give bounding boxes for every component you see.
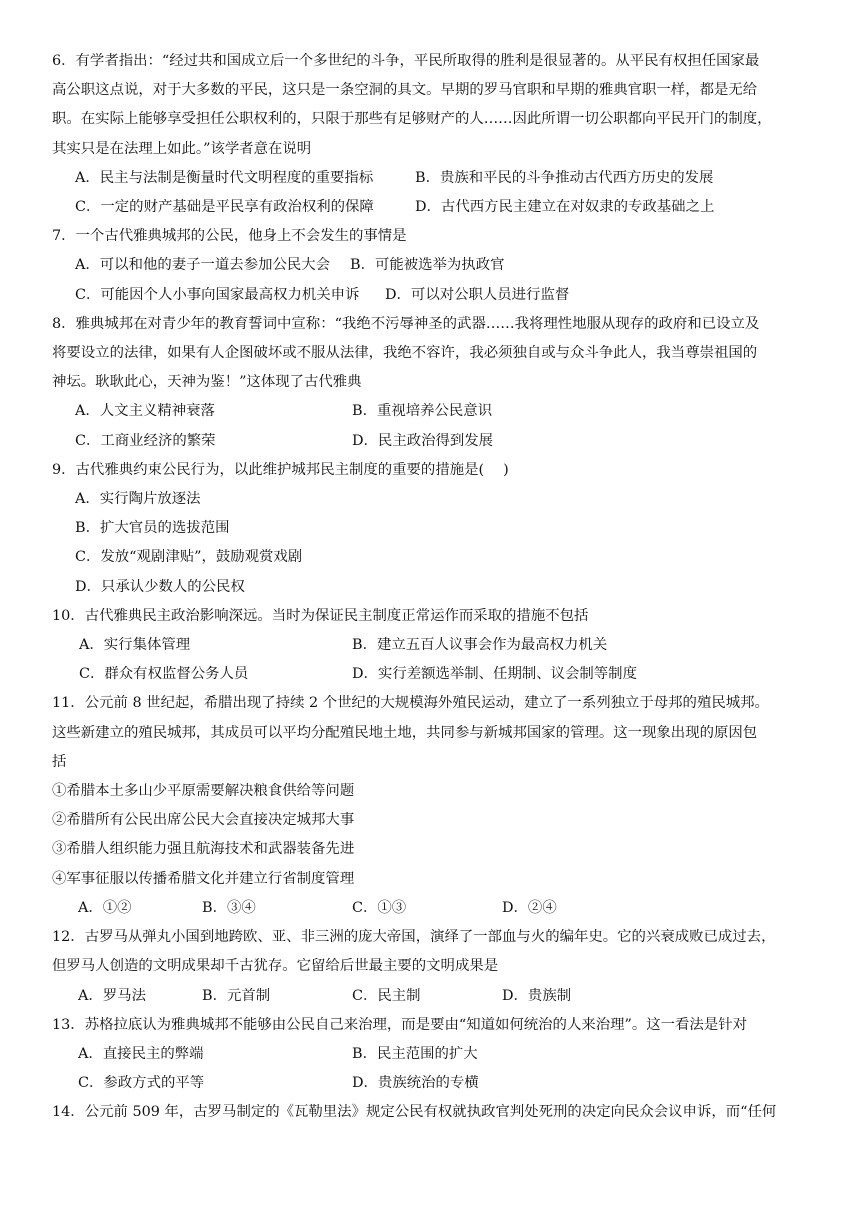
option-row bbox=[0, 164, 860, 193]
option-d: D．只承认少数人的公民权 bbox=[75, 578, 245, 595]
stem-line: 9．古代雅典约束公民行为，以此维护城邦民主制度的重要的措施是( ) bbox=[52, 461, 509, 478]
option-row bbox=[0, 660, 860, 689]
option-c: C．发放“观剧津贴”，鼓励观赏戏剧 bbox=[75, 549, 303, 566]
option-b: B．可能被选举为执政官 bbox=[350, 257, 505, 274]
numbered-item: ④军事征服以传播希腊文化并建立行省制度管理 bbox=[52, 870, 355, 887]
stem-line: 职。在实际上能够享受担任公职权利的，只限于那些有足够财产的人……因此所谓一切公职都向平民开门的制度， bbox=[52, 111, 772, 128]
option-b: B．扩大官员的选拔范围 bbox=[75, 520, 230, 537]
question-stem bbox=[0, 222, 860, 251]
option-a: A．①② bbox=[78, 899, 132, 916]
numbered-item: ③希腊人组织能力强且航海技术和武器装备先进 bbox=[52, 841, 355, 858]
stem-line: 13．苏格拉底认为雅典城邦不能够由公民自己来治理，而是要由“知道如何统治的人来治理”。这一看法是针对 bbox=[52, 1016, 747, 1033]
option-b: B．建立五百人议事会作为最高权力机关 bbox=[352, 637, 608, 654]
stem-line: 8．雅典城邦在对青少年的教育誓词中宣称：“我绝不污辱神圣的武器……我将理性地服从现存的政府和已设立及 bbox=[52, 315, 760, 332]
option-b: B．③④ bbox=[202, 899, 256, 916]
option-c: C．工商业经济的繁荣 bbox=[75, 432, 216, 449]
option-row bbox=[0, 427, 860, 456]
option-d: D．实行差额选举制、任期制、议会制等制度 bbox=[352, 666, 637, 683]
option-a: A．直接民主的弊端 bbox=[78, 1045, 204, 1062]
question-stem bbox=[0, 1011, 860, 1040]
option-row bbox=[0, 631, 860, 660]
question-stem bbox=[0, 602, 860, 631]
option-d: D．古代西方民主建立在对奴隶的专政基础之上 bbox=[415, 199, 715, 216]
option-row bbox=[0, 1040, 860, 1069]
option-row bbox=[0, 397, 860, 426]
option-c: C．群众有权监督公务人员 bbox=[79, 666, 249, 683]
stem-line: 这些新建立的殖民城邦，其成员可以平均分配殖民地土地，共同参与新城邦国家的管理。这一现象出现的原因包 bbox=[52, 724, 758, 741]
option-row bbox=[0, 982, 860, 1011]
question-stem bbox=[0, 923, 860, 981]
option-row bbox=[0, 894, 860, 923]
numbered-item: ②希腊所有公民出席公民大会直接决定城邦大事 bbox=[52, 812, 355, 829]
option-b: B．民主范围的扩大 bbox=[352, 1045, 478, 1062]
question-6 bbox=[0, 47, 860, 222]
stem-line: 但罗马人创造的文明成果却千古犹存。它留给后世最主要的文明成果是 bbox=[52, 958, 499, 975]
stem-line: 神坛。耿耿此心，天神为鉴！”这体现了古代雅典 bbox=[52, 374, 362, 391]
stem-line: 高公职这点说，对于大多数的平民，这只是一条空洞的具文。早期的罗马官职和早期的雅典官职一样，都是无给 bbox=[52, 82, 758, 99]
option-b: B．贵族和平民的斗争推动古代西方历史的发展 bbox=[415, 169, 714, 186]
question-stem bbox=[0, 310, 860, 398]
question-12 bbox=[0, 923, 860, 1011]
question-10 bbox=[0, 602, 860, 690]
question-stem bbox=[0, 456, 860, 485]
option-c: C．可能因个人小事向国家最高权力机关申诉 bbox=[75, 286, 360, 303]
option-d: D．贵族制 bbox=[502, 987, 572, 1004]
option-d: D．②④ bbox=[502, 899, 557, 916]
stem-line: 12．古罗马从弹丸小国到地跨欧、亚、非三洲的庞大帝国，演绎了一部血与火的编年史。它的兴衰成败已成过去， bbox=[52, 929, 776, 946]
option-a: A．实行集体管理 bbox=[79, 637, 191, 654]
option-d: D．可以对公职人员进行监督 bbox=[385, 286, 570, 303]
option-a: A．罗马法 bbox=[78, 987, 146, 1004]
question-14 bbox=[0, 1098, 860, 1127]
option-a: A．人文主义精神衰落 bbox=[75, 403, 215, 420]
option-b: B．元首制 bbox=[202, 987, 271, 1004]
option-c: C．①③ bbox=[352, 899, 407, 916]
option-row bbox=[0, 193, 860, 222]
question-7 bbox=[0, 222, 860, 310]
option-d: D．民主政治得到发展 bbox=[352, 432, 494, 449]
option-c: C．一定的财产基础是平民享有政治权利的保障 bbox=[75, 199, 374, 216]
question-stem bbox=[0, 1098, 860, 1127]
option-a: A．实行陶片放逐法 bbox=[75, 491, 201, 508]
question-stem bbox=[0, 47, 860, 164]
stem-line: 将要设立的法律，如果有人企图破坏或不服从法律，我绝不容许，我必须独自或与众斗争此人，我当尊崇祖国的 bbox=[52, 345, 758, 362]
numbered-item: ①希腊本土多山少平原需要解决粮食供给等问题 bbox=[52, 783, 355, 800]
option-a: A．民主与法制是衡量时代文明程度的重要指标 bbox=[75, 169, 374, 186]
option-row bbox=[0, 281, 860, 310]
question-8 bbox=[0, 310, 860, 456]
stem-line: 其实只是在法理上如此。”该学者意在说明 bbox=[52, 140, 312, 157]
stem-line: 10．古代雅典民主政治影响深远。当时为保证民主制度正常运作而采取的措施不包括 bbox=[52, 607, 589, 624]
stem-line: 14．公元前 509 年，古罗马制定的《瓦勒里法》规定公民有权就执政官判处死刑的决定向民众会议申诉，而“任何 bbox=[52, 1104, 777, 1121]
stem-line: 6．有学者指出：“经过共和国成立后一个多世纪的斗争，平民所取得的胜利是很显著的。从平民有权担任国家最 bbox=[52, 53, 760, 69]
stem-line: 11．公元前 8 世纪起，希腊出现了持续 2 个世纪的大规模海外殖民运动，建立了一系列独立于母邦的殖民城邦。 bbox=[52, 695, 769, 712]
stem-line: 7．一个古代雅典城邦的公民，他身上不会发生的事情是 bbox=[52, 228, 407, 245]
option-c: C．民主制 bbox=[352, 987, 421, 1004]
question-stem bbox=[0, 689, 860, 777]
option-b: B．重视培养公民意识 bbox=[352, 403, 493, 420]
question-11 bbox=[0, 689, 860, 923]
option-row bbox=[0, 1069, 860, 1098]
option-a: A．可以和他的妻子一道去参加公民大会 bbox=[75, 257, 331, 274]
question-13 bbox=[0, 1011, 860, 1099]
question-9 bbox=[0, 456, 860, 602]
option-row bbox=[0, 251, 860, 280]
option-c: C．参政方式的平等 bbox=[78, 1075, 205, 1092]
option-d: D．贵族统治的专横 bbox=[352, 1075, 479, 1092]
stem-line: 括 bbox=[52, 753, 67, 770]
